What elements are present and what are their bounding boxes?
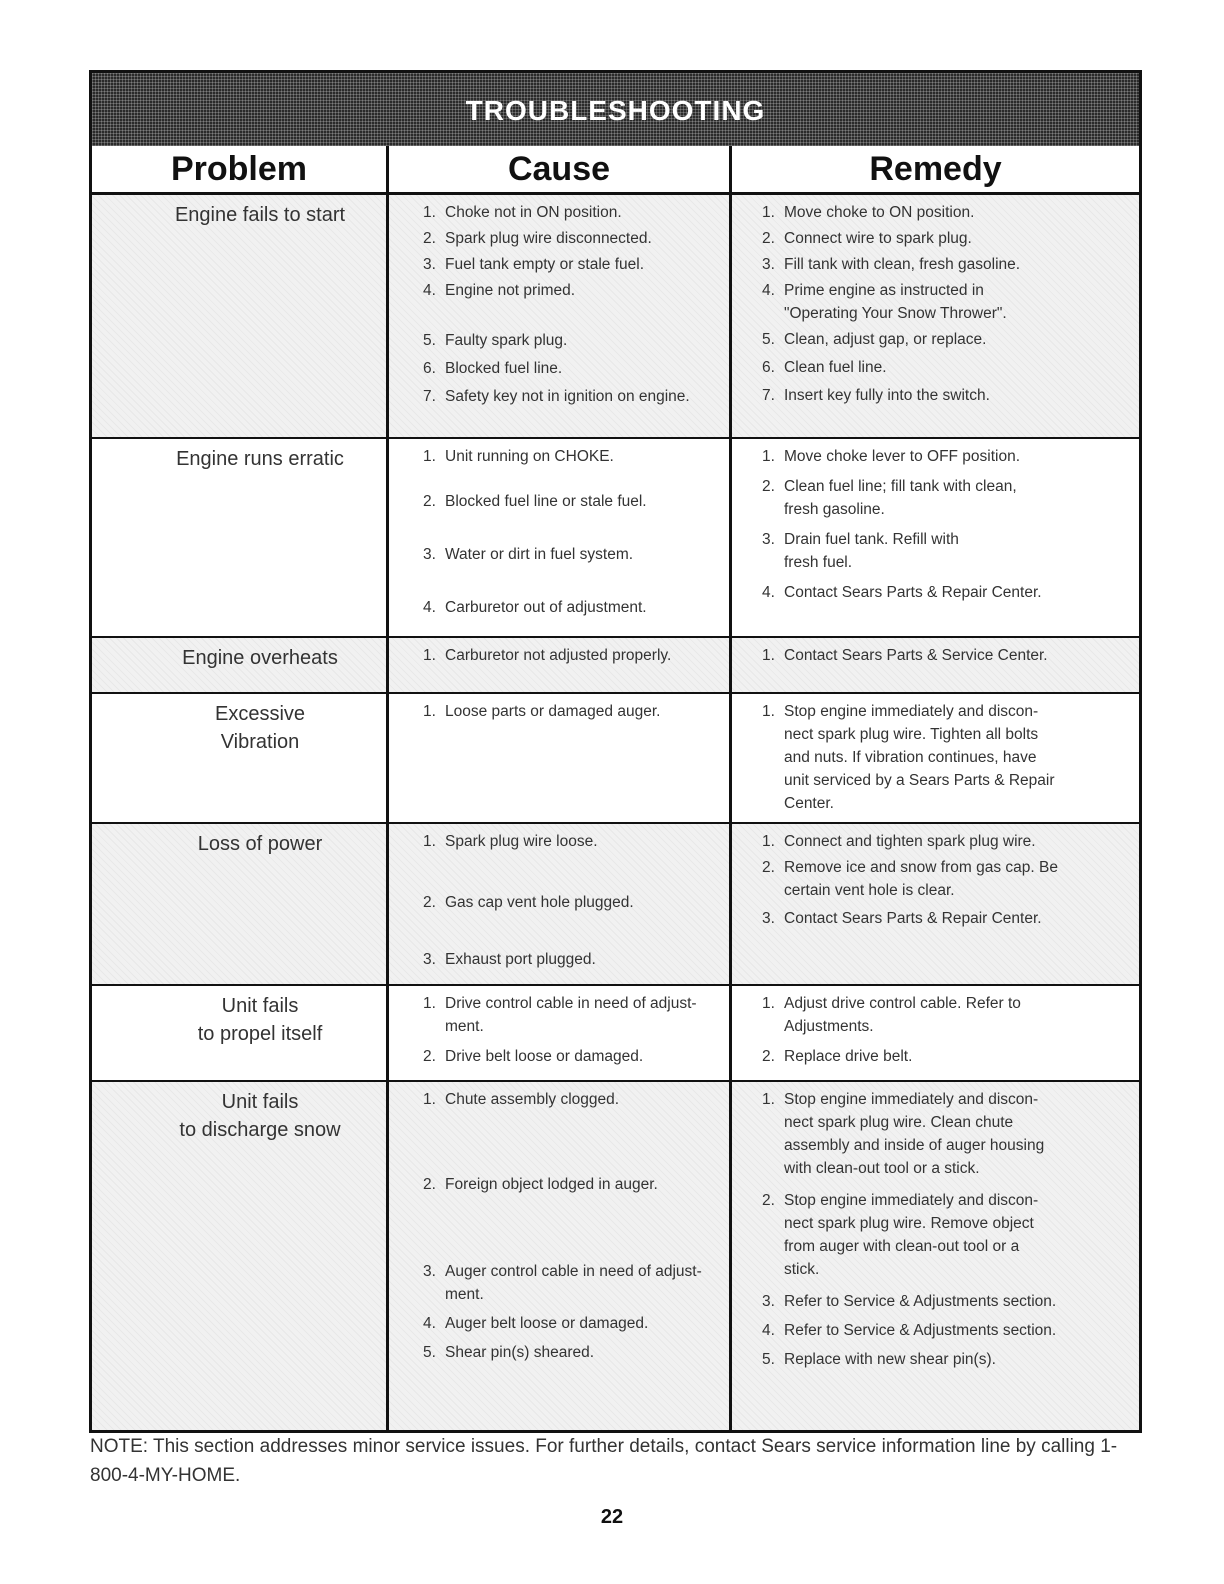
column-headers	[92, 146, 1139, 195]
list-item: 6. Clean fuel line.	[762, 359, 887, 376]
cause-cell	[386, 195, 729, 437]
list-item: 2. Remove ice and snow from gas cap. Be certain vent hole is clear.	[762, 859, 1058, 899]
table-row	[92, 986, 1139, 1082]
list-item: 2. Connect wire to spark plug.	[762, 230, 972, 247]
list-item: 5. Clean, adjust gap, or replace.	[762, 331, 987, 348]
list-item: 2. Spark plug wire disconnected.	[423, 230, 652, 247]
list-item: 7. Insert key fully into the switch.	[762, 387, 990, 404]
table-row	[92, 694, 1139, 824]
title-banner	[92, 73, 1139, 146]
list-item: 6. Blocked fuel line.	[423, 360, 563, 377]
table-row	[92, 824, 1139, 986]
list-item: 4. Auger belt loose or damaged.	[423, 1315, 649, 1332]
problem-cell: Unit fails to discharge snow	[179, 1091, 341, 1141]
remedy-cell	[729, 195, 1139, 437]
problem-cell: Loss of power	[197, 833, 323, 855]
list-item: 1. Spark plug wire loose.	[423, 833, 598, 850]
problem-cell: Excessive Vibration	[214, 703, 306, 753]
remedy-cell	[729, 986, 1139, 1080]
list-item: 1. Unit running on CHOKE.	[423, 448, 614, 465]
list-item: 3. Exhaust port plugged.	[423, 951, 596, 968]
list-item: 2. Replace drive belt.	[762, 1048, 913, 1065]
troubleshooting-table	[89, 70, 1142, 1433]
list-item: 1. Adjust drive control cable. Refer to Adjustments.	[762, 995, 1021, 1035]
list-item: 2. Clean fuel line; fill tank with clean, fresh gasoline.	[762, 478, 1017, 518]
list-item: 1. Chute assembly clogged.	[423, 1091, 620, 1108]
cause-cell	[386, 986, 729, 1080]
remedy-cell	[729, 824, 1139, 984]
cause-cell	[386, 638, 729, 692]
list-item: 5. Replace with new shear pin(s).	[762, 1351, 996, 1368]
list-item: 3. Auger control cable in need of adjust- ment.	[423, 1263, 702, 1303]
list-item: 1. Drive control cable in need of adjust- ment.	[423, 995, 697, 1035]
list-item: 3. Drain fuel tank. Refill with fresh fuel.	[762, 531, 959, 571]
list-item: 2. Stop engine immediately and discon- nect spark plug wire. Remove object from auger with clean-out tool or a stick.	[762, 1192, 1039, 1278]
list-item: 1. Stop engine immediately and discon- nect spark plug wire. Clean chute assembly and inside of auger housing with clean-out tool or a stick.	[762, 1091, 1045, 1177]
list-item: 1. Move choke to ON position.	[762, 204, 975, 221]
list-item: 1. Choke not in ON position.	[423, 204, 622, 221]
footer-note: NOTE: This section addresses minor service issues. For further details, contact Sears service information line by calling 1-800-4-MY-HOME.	[90, 1436, 1118, 1486]
cause-cell	[386, 694, 729, 822]
problem-cell: Engine fails to start	[174, 204, 346, 226]
header-problem: Problem	[170, 149, 308, 188]
list-item: 3. Fill tank with clean, fresh gasoline.	[762, 256, 1021, 273]
table-row	[92, 638, 1139, 694]
header-cause: Cause	[386, 146, 729, 192]
cause-cell	[386, 1082, 729, 1430]
remedy-cell	[729, 1082, 1139, 1430]
table-row	[92, 1082, 1139, 1430]
list-item: 4. Prime engine as instructed in "Operating Your Snow Thrower".	[762, 282, 1007, 322]
remedy-cell	[729, 439, 1139, 636]
list-item: 2. Foreign object lodged in auger.	[423, 1176, 658, 1193]
cause-cell	[386, 824, 729, 984]
list-item: 3. Fuel tank empty or stale fuel.	[423, 256, 645, 273]
list-item: 4. Contact Sears Parts & Repair Center.	[762, 584, 1042, 601]
list-item: 3. Refer to Service & Adjustments section.	[762, 1293, 1057, 1310]
list-item: 2. Blocked fuel line or stale fuel.	[423, 493, 647, 510]
list-item: 1. Stop engine immediately and discon- nect spark plug wire. Tighten all bolts and nuts. If vibration continues, have unit serviced by a Sears Parts & Repair Center.	[762, 703, 1055, 812]
list-item: 4. Carburetor out of adjustment.	[423, 599, 647, 616]
problem-cell: Engine runs erratic	[176, 448, 344, 470]
list-item: 1. Contact Sears Parts & Service Center.	[762, 647, 1048, 664]
list-item: 5. Shear pin(s) sheared.	[423, 1344, 595, 1361]
cause-cell	[386, 439, 729, 636]
list-item: 4. Refer to Service & Adjustments section.	[762, 1322, 1057, 1339]
page-title: TROUBLESHOOTING	[465, 94, 766, 126]
problem-cell: Engine overheats	[182, 647, 338, 669]
list-item: 1. Move choke lever to OFF position.	[762, 448, 1021, 465]
problem-cell: Unit fails to propel itself	[197, 995, 323, 1045]
table-row	[92, 439, 1139, 638]
list-item: 1. Loose parts or damaged auger.	[423, 703, 661, 720]
page-number: 22	[600, 1506, 624, 1528]
list-item: 2. Gas cap vent hole plugged.	[423, 894, 634, 911]
list-item: 2. Drive belt loose or damaged.	[423, 1048, 644, 1065]
list-item: 3. Contact Sears Parts & Repair Center.	[762, 910, 1042, 927]
list-item: 5. Faulty spark plug.	[423, 332, 568, 349]
remedy-cell	[729, 638, 1139, 692]
list-item: 3. Water or dirt in fuel system.	[423, 546, 634, 563]
list-item: 1. Carburetor not adjusted properly.	[423, 647, 672, 664]
list-item: 7. Safety key not in ignition on engine.	[423, 388, 690, 405]
list-item: 4. Engine not primed.	[423, 282, 576, 299]
table-row	[92, 195, 1139, 439]
header-remedy: Remedy	[729, 146, 1139, 192]
remedy-cell	[729, 694, 1139, 822]
list-item: 1. Connect and tighten spark plug wire.	[762, 833, 1036, 850]
